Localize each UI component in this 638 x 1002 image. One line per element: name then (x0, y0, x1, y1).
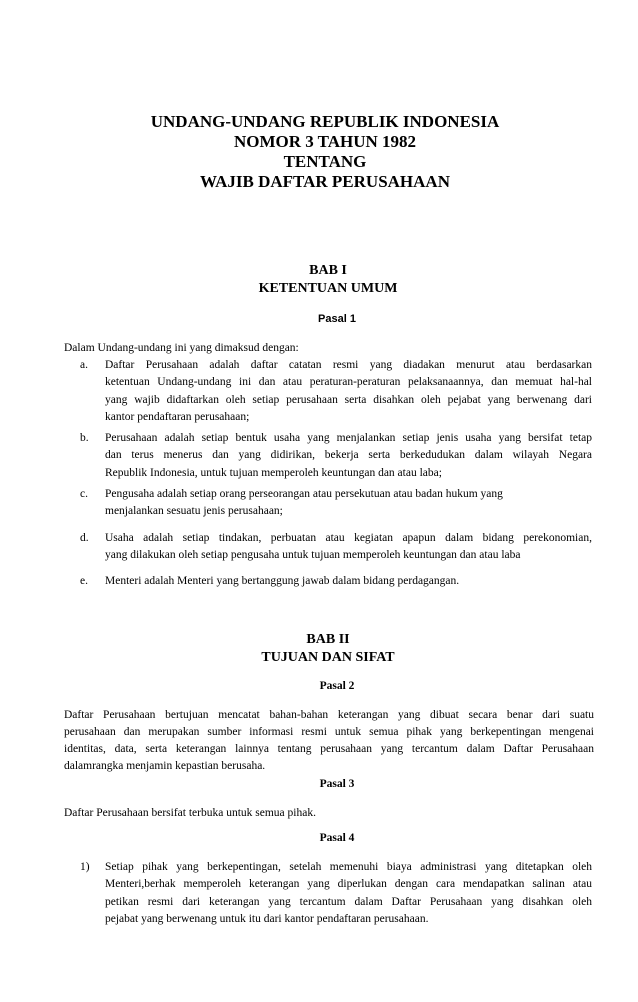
pasal-1-item-d (80, 530, 592, 565)
pasal-1-intro-text: Dalam Undang-undang ini yang dimaksud dengan: (64, 342, 299, 354)
pasal-4-item-1 (80, 859, 592, 928)
list-marker: 1) (80, 861, 90, 873)
pasal-2-text (64, 707, 594, 775)
pasal-1-label: Pasal 1 (318, 313, 356, 325)
bab-1-number: BAB I (309, 263, 347, 278)
pasal-1-item-e (80, 573, 592, 590)
pasal-2-label: Pasal 2 (319, 680, 355, 692)
list-marker: a. (80, 359, 88, 371)
item-line: Perusahaan adalah setiap bentuk usaha yang menjalankan setiap jenis usaha yang bersifat tetap (105, 432, 592, 444)
bab-2-number: BAB II (306, 632, 350, 647)
paragraph-line: Daftar Perusahaan bersifat terbuka untuk semua pihak. (64, 807, 316, 819)
list-item-body (105, 357, 592, 426)
title-line-3: TENTANG (283, 152, 367, 171)
list-item-body (105, 430, 592, 482)
list-marker: d. (80, 532, 89, 544)
title-line-1: UNDANG-UNDANG REPUBLIK INDONESIA (150, 112, 500, 131)
pasal-1-item-a (80, 357, 592, 426)
list-marker: e. (80, 575, 88, 587)
document-title (0, 112, 638, 192)
pasal-4-label: Pasal 4 (319, 832, 355, 844)
item-line: kantor pendaftaran perusahaan; (105, 410, 250, 423)
item-line: Pengusaha adalah setiap orang perseorangan atau persekutuan atau badan hukum yang (105, 488, 503, 500)
list-item-body (105, 530, 592, 565)
pasal-3-label: Pasal 3 (319, 778, 355, 790)
item-line: ketentuan Undang-undang ini dan atau peraturan-peraturan pelaksanaannya, dan memuat hal-hal (105, 376, 592, 389)
item-line: yang wajib didaftarkan oleh setiap perusahaan serta disahkan oleh pejabat yang berwenang dari (105, 393, 592, 406)
paragraph-line: perusahaan dan merupakan sumber informasi resmi untuk semua pihak yang berkepentingan mengenai (64, 726, 594, 738)
paragraph-line: dalamrangka menjamin kepastian berusaha. (64, 760, 266, 772)
item-line: Usaha adalah setiap tindakan, perbuatan atau kegiatan apapun dalam bidang perekonomian, (105, 532, 592, 544)
pasal-1-item-b (80, 430, 592, 482)
item-line: yang dilakukan oleh setiap pengusaha untuk tujuan memperoleh keuntungan dan atau laba (105, 549, 521, 562)
bab-1-heading (0, 262, 638, 298)
list-item-body (105, 486, 592, 521)
list-item-body (105, 573, 592, 590)
item-line: dan terus menerus dan yang didirikan, bekerja serta berkedudukan dalam wilayah Negara (105, 449, 592, 462)
bab-2-heading (0, 631, 638, 667)
list-marker: b. (80, 432, 89, 444)
pasal-3-text (64, 805, 594, 822)
list-item-body (105, 859, 592, 928)
item-line: Setiap pihak yang berkepentingan, setelah memenuhi biaya administrasi yang ditetapkan oleh (105, 861, 592, 873)
title-line-2: NOMOR 3 TAHUN 1982 (233, 132, 417, 151)
paragraph-line: Daftar Perusahaan bertujuan mencatat bahan-bahan keterangan yang dibuat secara benar dari suatu (64, 709, 594, 721)
item-line: pejabat yang berwenang untuk itu dari kantor pendaftaran perusahaan. (105, 912, 429, 925)
item-line: Menteri adalah Menteri yang bertanggung jawab dalam bidang perdagangan. (105, 575, 460, 587)
item-line: menjalankan sesuatu jenis perusahaan; (105, 505, 283, 518)
list-marker: c. (80, 488, 88, 500)
pasal-1-item-c (80, 486, 592, 521)
bab-1-title: KETENTUAN UMUM (258, 281, 398, 296)
paragraph-line: identitas, data, serta keterangan lainnya tentang perusahaan yang tercantum dalam Daftar Perusahaan (64, 743, 594, 755)
pasal-1-intro (64, 340, 594, 357)
item-line: Daftar Perusahaan adalah daftar catatan resmi yang diadakan menurut atau berdasarkan (105, 359, 592, 371)
bab-2-title: TUJUAN DAN SIFAT (261, 650, 395, 665)
title-line-4: WAJIB DAFTAR PERUSAHAAN (200, 172, 450, 191)
item-line: Menteri,berhak memperoleh keterangan yang diperlukan dengan cara mendapatkan salinan atau (105, 878, 592, 891)
item-line: Republik Indonesia, untuk tujuan memperoleh keuntungan dan atau laba; (105, 466, 442, 479)
item-line: petikan resmi dari keterangan yang tercantum dalam Daftar Perusahaan yang disahkan oleh (105, 895, 592, 908)
